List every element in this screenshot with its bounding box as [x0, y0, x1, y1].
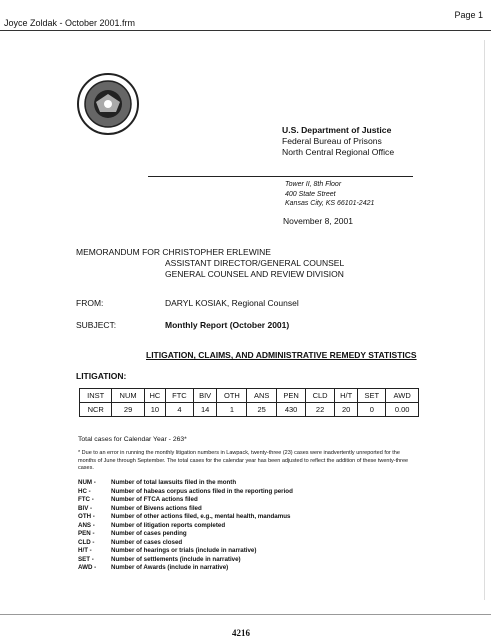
- footer-divider: [0, 614, 491, 615]
- legend-item: [78, 564, 293, 573]
- legend-item: [78, 530, 293, 539]
- table-header-cell: AWD: [386, 389, 419, 403]
- legend-item: [78, 547, 293, 556]
- legend-desc: Number of FTCA actions filed: [111, 496, 198, 503]
- page-edge-line: [484, 40, 485, 600]
- table-header-cell: INST: [80, 389, 112, 403]
- legend-desc: Number of Awards (include in narrative): [111, 564, 229, 571]
- legend-desc: Number of total lawsuits filed in the month: [111, 479, 237, 486]
- abbreviation-legend: [78, 479, 293, 573]
- table-cell: 1: [217, 403, 247, 417]
- legend-item: [78, 513, 293, 522]
- from-label: FROM:: [76, 298, 104, 308]
- legend-key: OTH -: [78, 513, 95, 520]
- legend-key: PEN -: [78, 530, 95, 537]
- legend-desc: Number of litigation reports completed: [111, 521, 226, 529]
- litigation-label: LITIGATION:: [76, 371, 127, 381]
- legend-key: BIV -: [78, 504, 93, 512]
- legend-key: ANS -: [78, 521, 95, 529]
- legend-desc: Number of cases pending: [111, 530, 187, 537]
- address-line-3: Kansas City, KS 66101-2421: [285, 200, 375, 207]
- letterhead-department: U.S. Department of Justice: [282, 125, 392, 135]
- table-header-cell: NUM: [112, 389, 144, 403]
- memo-line-3: GENERAL COUNSEL AND REVIEW DIVISION: [165, 269, 344, 279]
- legend-key: SET -: [78, 555, 94, 563]
- table-header-row: [80, 389, 419, 403]
- table-header-cell: BIV: [193, 389, 216, 403]
- table-header-cell: SET: [358, 389, 386, 403]
- section-heading: LITIGATION, CLAIMS, AND ADMINISTRATIVE REMEDY STATISTICS: [146, 350, 417, 360]
- legend-desc: Number of cases closed: [111, 538, 183, 546]
- legend-key: NUM -: [78, 479, 96, 486]
- legend-desc: Number of other actions filed, e.g., mental health, mandamus: [111, 513, 291, 520]
- table-cell: 4: [165, 403, 193, 417]
- table-row: [80, 403, 419, 417]
- table-cell: NCR: [80, 403, 112, 417]
- file-name-label: Joyce Zoldak - October 2001.frm: [4, 18, 136, 28]
- legend-desc: Number of settlements (include in narrative): [111, 555, 241, 563]
- legend-item: [78, 539, 293, 548]
- table-header-cell: H/T: [334, 389, 357, 403]
- memo-recipient: [76, 247, 344, 280]
- subject-label: SUBJECT:: [76, 320, 117, 330]
- table-header-cell: FTC: [165, 389, 193, 403]
- letterhead-office: North Central Regional Office: [282, 147, 395, 157]
- legend-item: [78, 556, 293, 565]
- legend-key: CLD -: [78, 538, 95, 546]
- legend-key: H/T -: [78, 547, 92, 554]
- from-value: DARYL KOSIAK, Regional Counsel: [165, 298, 299, 308]
- memo-line-1: MEMORANDUM FOR CHRISTOPHER ERLEWINE: [76, 247, 271, 257]
- letterhead-bureau: Federal Bureau of Prisons: [282, 136, 382, 146]
- subject-value: Monthly Report (October 2001): [165, 320, 290, 330]
- table-cell: 25: [247, 403, 276, 417]
- legend-key: AWD -: [78, 564, 97, 571]
- page-number-label: Page 1: [454, 10, 483, 20]
- address-line-1: Tower II, 8th Floor: [285, 181, 342, 188]
- table-header-cell: HC: [144, 389, 165, 403]
- table-cell: 430: [276, 403, 305, 417]
- legend-key: FTC -: [78, 496, 94, 503]
- legend-item: [78, 488, 293, 497]
- table-cell: 14: [193, 403, 216, 417]
- table-cell: 0: [358, 403, 386, 417]
- legend-item: [78, 505, 293, 514]
- table-cell: 10: [144, 403, 165, 417]
- letterhead: [282, 125, 394, 158]
- office-address: [285, 180, 374, 209]
- doj-seal-icon: [76, 72, 140, 136]
- letterhead-divider: [148, 176, 413, 177]
- table-cell: 20: [334, 403, 357, 417]
- bates-stamp: 4216: [232, 628, 250, 638]
- table-header-cell: OTH: [217, 389, 247, 403]
- memo-line-2: ASSISTANT DIRECTOR/GENERAL COUNSEL: [165, 258, 345, 268]
- legend-desc: Number of habeas corpus actions filed in the reporting period: [111, 487, 293, 495]
- legend-item: [78, 479, 293, 488]
- table-header-cell: PEN: [276, 389, 305, 403]
- table-header-cell: ANS: [247, 389, 276, 403]
- total-cases-line: Total cases for Calendar Year - 263*: [78, 436, 187, 443]
- legend-key: HC -: [78, 487, 91, 495]
- table-cell: 29: [112, 403, 144, 417]
- legend-desc: Number of hearings or trials (include in narrative): [111, 547, 257, 554]
- table-cell: 22: [306, 403, 335, 417]
- legend-item: [78, 522, 293, 531]
- legend-item: [78, 496, 293, 505]
- legend-desc: Number of Bivens actions filed: [111, 504, 202, 512]
- litigation-table: [79, 388, 419, 417]
- footnote: * Due to an error in running the monthly litigation numbers in Lawpack, twenty-three (23) cases were inadvertently unreported for the months of June through September. The total cases for the calendar year has been adjusted to reflect the addition of these twenty-three cases.: [78, 450, 409, 471]
- table-cell: 0.00: [386, 403, 419, 417]
- header-divider: [0, 30, 491, 31]
- table-header-cell: CLD: [306, 389, 335, 403]
- address-line-2: 400 State Street: [285, 190, 336, 198]
- memo-date: November 8, 2001: [283, 216, 353, 226]
